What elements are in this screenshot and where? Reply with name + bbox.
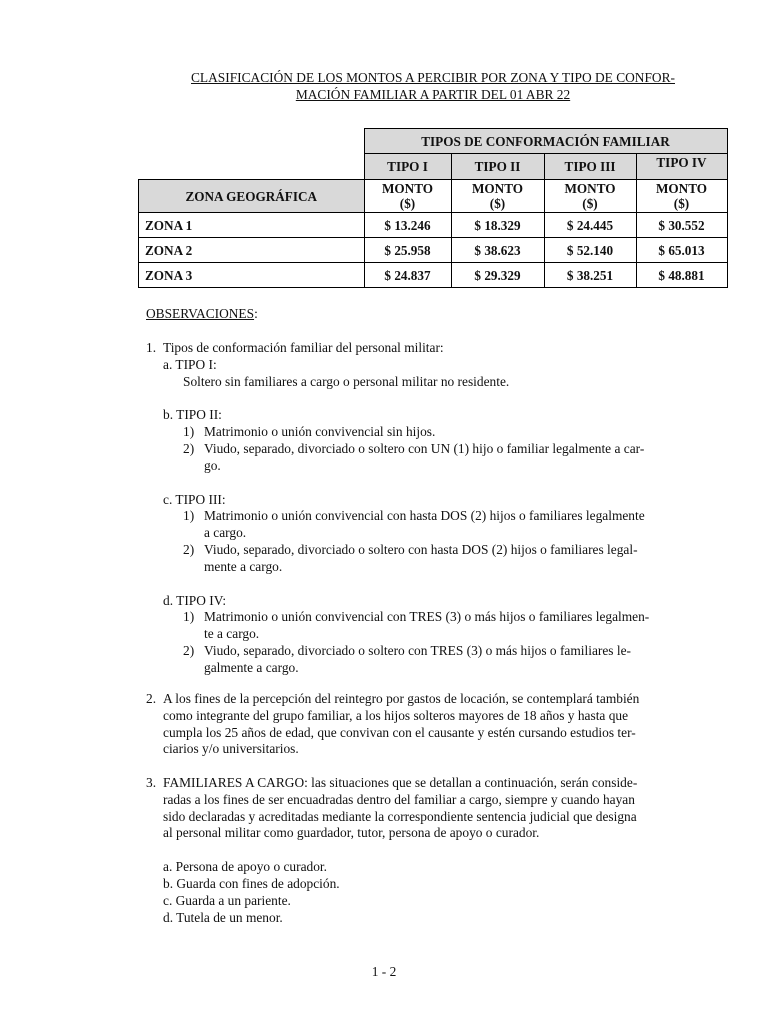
zone-cell: ZONA 3 — [139, 263, 365, 288]
list-item: c. Guarda a un pariente. — [163, 892, 291, 908]
amount-cell: $ 30.552 — [636, 213, 727, 238]
list-item: b. Guarda con fines de adopción. — [163, 875, 340, 891]
table-row — [139, 238, 728, 263]
amount-header: MONTO ($) — [451, 180, 544, 213]
amount-header: MONTO ($) — [364, 180, 451, 213]
amount-cell: $ 13.246 — [364, 213, 451, 238]
list-item: 1. Tipos de conformación familiar del personal militar: a. TIPO I: Soltero sin familiares a cargo o personal militar no residente. b. TIPO II: 1) Matrimonio o unión convivencial sin hijos. 2) Viudo, separado, divorciado o soltero con UN (1) hijo o familiar legalmente a car- go. c. TIPO III: 1) Matrimonio o unión convivencial con hasta DOS (2) hijos o familiares legalmente a cargo. 2) Viudo, separado, divorciado o soltero con hasta DOS (2) hijos o familiares legal- mente a cargo. d. TIPO IV: 1) Matrimonio o unión convivencial con TRES (3) o más hijos o familiares legalmen- te a cargo. 2) Viudo, separado, divorciado o soltero con TRES (3) o más hijos o familiares le- galmente a cargo. — [146, 340, 722, 677]
amount-header: MONTO ($) — [636, 180, 727, 213]
caregiver-list — [146, 859, 722, 926]
tipo-iii-label: c. TIPO III: — [163, 491, 226, 507]
title-line-1: CLASIFICACIÓN DE LOS MONTOS A PERCIBIR POR ZONA Y TIPO DE CONFOR- — [191, 70, 675, 85]
zone-header: ZONA GEOGRÁFICA — [139, 180, 365, 213]
amount-cell: $ 24.837 — [364, 263, 451, 288]
zone-cell: ZONA 1 — [139, 213, 365, 238]
zone-cell: ZONA 2 — [139, 238, 365, 263]
table-row — [139, 263, 728, 288]
title-line-2: MACIÓN FAMILIAR A PARTIR DEL 01 ABR 22 — [295, 86, 571, 102]
list-item: a. Persona de apoyo o curador. — [163, 859, 327, 875]
table-row — [139, 213, 728, 238]
amount-cell: $ 29.329 — [451, 263, 544, 288]
amount-cell: $ 38.623 — [451, 238, 544, 263]
table-corner — [139, 129, 365, 154]
amount-cell: $ 48.881 — [636, 263, 727, 288]
table-corner — [139, 154, 365, 180]
observations-heading: OBSERVACIONES: — [146, 306, 258, 321]
list-item: 3. FAMILIARES A CARGO: las situaciones que se detallan a continuación, serán conside- radas a los fines de ser encuadradas dentro del familiar a cargo, siempre y cuando hayan sido declaradas y acreditadas mediante la correspondiente sentencia judicial que designa al personal militar como guardador, tutor, persona de apoyo o curador. a. Persona de apoyo o curador. b. Guarda con fines de adopción. c. Guarda a un pariente. d. Tutela de un menor. — [146, 775, 722, 926]
list-item: 2. A los fines de la percepción del reintegro por gastos de locación, se contemplará también como integrante del grupo familiar, a los hijos solteros mayores de 18 años y hasta que cumpla los 25 años de edad, que convivan con el causante y estén cursando estudios ter- ciarios y/o universitarios. — [146, 691, 640, 757]
amount-cell: $ 38.251 — [544, 263, 636, 288]
document-title — [140, 70, 726, 103]
type-header: TIPO I — [364, 154, 451, 180]
tipo-ii-label: b. TIPO II: — [163, 407, 222, 423]
list-item: d. Tutela de un menor. — [163, 909, 283, 925]
amount-cell: $ 24.445 — [544, 213, 636, 238]
amount-header: MONTO ($) — [544, 180, 636, 213]
amount-cell: $ 18.329 — [451, 213, 544, 238]
tipo-iv-label: d. TIPO IV: — [163, 592, 227, 608]
tipo-i-label: a. TIPO I: — [163, 356, 217, 372]
type-header: TIPO II — [451, 154, 544, 180]
amount-cell: $ 25.958 — [364, 238, 451, 263]
family-types-header: TIPOS DE CONFORMACIÓN FAMILIAR — [364, 129, 727, 154]
type-header: TIPO IV — [636, 154, 727, 180]
type-header: TIPO III — [544, 154, 636, 180]
amount-cell: $ 65.013 — [636, 238, 727, 263]
amounts-table — [138, 128, 728, 288]
page-number: 1 - 2 — [371, 964, 397, 979]
amount-cell: $ 52.140 — [544, 238, 636, 263]
